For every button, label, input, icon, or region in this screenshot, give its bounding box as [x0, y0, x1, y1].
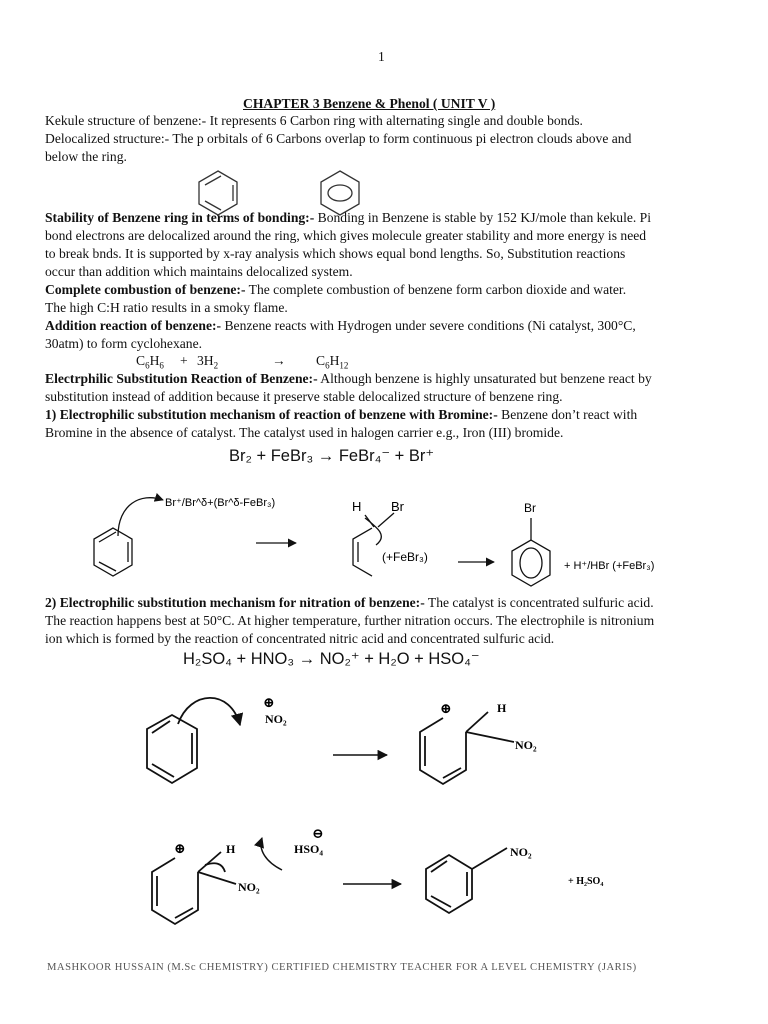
arenium-h-2: H [226, 842, 236, 856]
hydrogenation-reactant-2: $3H_2$ [197, 353, 219, 371]
addition-text-1: Benzene reacts with Hydrogen under severe conditions (Ni catalyst, 300°C, [221, 318, 636, 333]
arenium-h-1: H [497, 701, 507, 715]
nitration-reactant-benzene [147, 698, 240, 783]
hydrogensulfate-charge: ⊖ [312, 827, 324, 842]
hydrogenation-arrow: → [272, 353, 286, 368]
nitronium-charge: ⊕ [263, 696, 275, 711]
combustion-text-1: The complete combustion of benzene form carbon dioxide and water. [245, 282, 627, 297]
stability-line-4: occur than addition which maintains delocalized system. [45, 264, 353, 279]
nitration-byproduct: + H₂SO₄ [568, 876, 604, 887]
arenium-no2-1: NO₂ [515, 738, 537, 752]
bromination-reactant-benzene [94, 498, 163, 576]
bromination-intermediate-br: Br [391, 499, 404, 514]
stability-line-3: to break bnds. It is supported by x-ray analysis which shows equal bond lengths. So, Substitution reactions [45, 246, 626, 261]
kekule-lead: Kekule structure of benzene:- [45, 113, 207, 128]
arenium-intermediate-1 [420, 712, 514, 784]
arenium-charge-2: ⊕ [174, 842, 186, 857]
arenium-no2-2: NO₂ [238, 880, 260, 894]
nitrobenzene-product [426, 848, 507, 913]
addition-lead: Addition reaction of benzene:- [45, 318, 222, 333]
bromination-byproduct: + H⁺/HBr (+FeBr₃) [564, 560, 655, 572]
nitronium-label: NO₂ [265, 712, 287, 726]
stability-lead: Stability of Benzene ring in terms of bonding:- [45, 210, 315, 225]
addition-line-2: 30atm) to form cyclohexane. [45, 336, 203, 351]
combustion-line-2: The high C:H ratio results in a smoky flame. [45, 300, 288, 315]
delocalized-benzene-structure [321, 171, 359, 215]
chapter-title: CHAPTER 3 Benzene & Phenol ( UNIT V ) [243, 96, 496, 111]
nitration-lead: 2) Electrophilic substitution mechanism for nitration of benzene:- [45, 595, 425, 610]
nitronium-formation-equation: H₂SO₄ + HNO₃ → NO₂⁺ + H₂O + HSO₄⁻ [183, 650, 480, 668]
esr-lead: Electrphilic Substitution Reaction of Benzene:- [45, 371, 318, 386]
stability-line-2: bond electrons are delocalized around the ring, which gives molecule greater stability and more energy is need [45, 228, 647, 243]
kekule-benzene-structure [199, 171, 237, 215]
delocalized-line-1: Delocalized structure:- The p orbitals of 6 Carbons overlap to form continuous pi electron clouds above and [45, 131, 632, 146]
nitration-line-2: The reaction happens best at 50°C. At higher temperature, further nitration occurs. The electrophile is nitronium [45, 613, 655, 628]
bromine-lead: 1) Electrophilic substitution mechanism of reaction of benzene with Bromine:- [45, 407, 498, 422]
nitration-line-3: ion which is formed by the reaction of concentrated nitric acid and concentrated sulfuric acid. [45, 631, 555, 646]
bromine-catalyst-equation: Br₂ + FeBr₃ → FeBr₄⁻ + Br⁺ [229, 447, 435, 465]
stability-text-1: Bonding in Benzene is stable by 152 KJ/mole than kekule. Pi [314, 210, 652, 225]
bromobenzene-br-label: Br [524, 501, 536, 515]
bromination-febr3-label: (+FeBr₃) [382, 550, 428, 564]
bromination-intermediate [353, 513, 394, 576]
esr-text-1: Although benzene is highly unsaturated but benzene react by [317, 371, 652, 386]
page-footer: MASHKOOR HUSSAIN (M.Sc CHEMISTRY) CERTIFIED CHEMISTRY TEACHER FOR A LEVEL CHEMISTRY (JARIS) [47, 962, 637, 973]
hydrogenation-reactant-1: $C_6H_6$ [136, 353, 164, 371]
hydrogenation-product: $C_6H_{12}$ [316, 353, 349, 371]
nitrobenzene-no2-label: NO₂ [510, 845, 532, 859]
esr-line-2: substitution instead of addition because it preserve stable delocalized structure of benzene ring. [45, 389, 563, 404]
delocalized-line-2: below the ring. [45, 149, 127, 164]
hydrogensulfate-label: HSO₄ [294, 842, 323, 856]
combustion-lead: Complete combustion of benzene:- [45, 282, 246, 297]
nitration-text-1: The catalyst is concentrated sulfuric acid. [424, 595, 654, 610]
kekule-text: It represents 6 Carbon ring with alternating single and double bonds. [206, 113, 583, 128]
arenium-charge-1: ⊕ [440, 702, 452, 717]
hydrogensulfate-attack-arrow [261, 838, 282, 870]
bromine-line-2: Bromine in the absence of catalyst. The catalyst used in halogen carrier e.g., Iron (III) bromide. [45, 425, 564, 440]
hydrogenation-plus: + [180, 353, 188, 368]
bromobenzene-product [512, 518, 550, 586]
page-number: 1 [378, 49, 385, 64]
bromination-intermediate-h: H [352, 499, 362, 514]
arenium-intermediate-2 [152, 852, 236, 924]
bromine-electrophile-label: Br⁺/Br^δ+(Br^δ-FeBr₃) [165, 497, 276, 509]
bromine-text-1: Benzene don’t react with [497, 407, 638, 422]
